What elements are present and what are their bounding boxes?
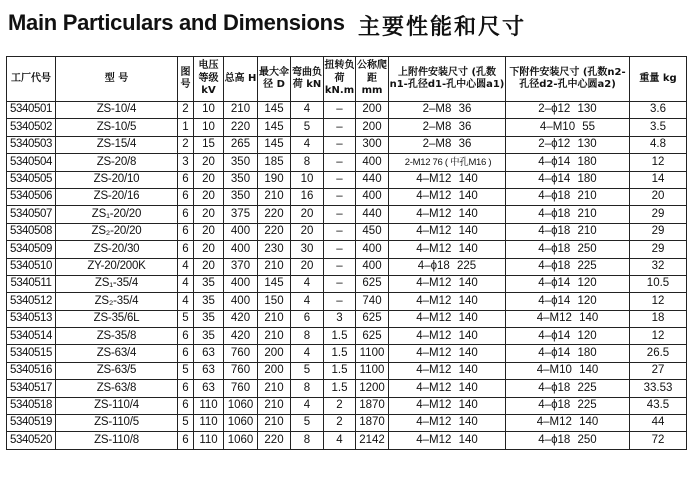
cell-upper: 4–M12 140	[389, 345, 506, 362]
table-row	[7, 171, 687, 188]
col-header-code: 工厂代号	[7, 57, 56, 102]
cell-d: 200	[258, 345, 291, 362]
cell-kv: 63	[194, 362, 224, 379]
cell-lower: 4–ϕ18 210	[506, 206, 630, 223]
cell-model: ZY-20/200K	[56, 258, 178, 275]
cell-lower: 4–ϕ14 180	[506, 171, 630, 188]
cell-upper: 4–M12 140	[389, 328, 506, 345]
cell-kv: 10	[194, 102, 224, 119]
cell-model: ZS-63/8	[56, 380, 178, 397]
cell-h: 400	[224, 223, 258, 240]
cell-fig: 6	[178, 397, 194, 414]
col-header-height: 总高 H	[224, 57, 258, 102]
cell-lower: 2–ϕ12 130	[506, 136, 630, 153]
cell-kv: 63	[194, 380, 224, 397]
cell-lower: 4–ϕ14 120	[506, 293, 630, 310]
cell-upper: 4–M12 140	[389, 275, 506, 292]
col-header-umbrella: 最大伞径 D	[258, 57, 291, 102]
cell-model: ZS-20/8	[56, 154, 178, 171]
cell-code: 5340508	[7, 223, 56, 240]
cell-d: 210	[258, 328, 291, 345]
title-english: Main Particulars and Dimensions	[8, 10, 345, 35]
table-row	[7, 293, 687, 310]
cell-model: ZS-15/4	[56, 136, 178, 153]
cell-fig: 6	[178, 328, 194, 345]
cell-bend: 4	[291, 275, 324, 292]
cell-upper: 4–M12 140	[389, 397, 506, 414]
cell-model: ZS-10/4	[56, 102, 178, 119]
cell-d: 145	[258, 136, 291, 153]
cell-bend: 5	[291, 119, 324, 136]
cell-tors: 1.5	[324, 362, 356, 379]
cell-lower: 4–ϕ18 210	[506, 223, 630, 240]
cell-h: 1060	[224, 397, 258, 414]
cell-tors: –	[324, 223, 356, 240]
cell-bend: 4	[291, 136, 324, 153]
cell-creep: 440	[356, 206, 389, 223]
cell-bend: 5	[291, 415, 324, 432]
cell-model: ZS₂-35/4	[56, 293, 178, 310]
cell-code: 5340514	[7, 328, 56, 345]
cell-kv: 20	[194, 188, 224, 205]
cell-h: 350	[224, 171, 258, 188]
cell-model: ZS₁-35/4	[56, 275, 178, 292]
cell-fig: 4	[178, 275, 194, 292]
cell-code: 5340512	[7, 293, 56, 310]
cell-kg: 10.5	[630, 275, 687, 292]
cell-creep: 1870	[356, 397, 389, 414]
cell-lower: 4–M10 55	[506, 119, 630, 136]
cell-h: 350	[224, 154, 258, 171]
cell-d: 210	[258, 258, 291, 275]
col-header-model: 型 号	[56, 57, 178, 102]
cell-model: ZS-110/8	[56, 432, 178, 449]
cell-h: 1060	[224, 432, 258, 449]
cell-kv: 20	[194, 241, 224, 258]
cell-code: 5340501	[7, 102, 56, 119]
cell-code: 5340513	[7, 310, 56, 327]
cell-lower: 4–ϕ14 120	[506, 275, 630, 292]
table-row	[7, 102, 687, 119]
cell-kv: 35	[194, 275, 224, 292]
cell-upper: 2–M8 36	[389, 119, 506, 136]
cell-creep: 300	[356, 136, 389, 153]
title-bar	[6, 6, 686, 40]
cell-h: 400	[224, 275, 258, 292]
cell-kv: 110	[194, 432, 224, 449]
cell-code: 5340510	[7, 258, 56, 275]
cell-code: 5340519	[7, 415, 56, 432]
cell-d: 150	[258, 293, 291, 310]
cell-code: 5340518	[7, 397, 56, 414]
col-header-fig: 图号	[178, 57, 194, 102]
cell-lower: 4–ϕ18 210	[506, 188, 630, 205]
table-row	[7, 397, 687, 414]
col-header-voltage: 电压等级 kV	[194, 57, 224, 102]
cell-tors: –	[324, 206, 356, 223]
cell-bend: 16	[291, 188, 324, 205]
cell-kg: 12	[630, 328, 687, 345]
cell-creep: 1100	[356, 362, 389, 379]
cell-code: 5340511	[7, 275, 56, 292]
cell-tors: –	[324, 154, 356, 171]
cell-fig: 2	[178, 136, 194, 153]
cell-creep: 400	[356, 188, 389, 205]
table-row	[7, 380, 687, 397]
cell-d: 145	[258, 102, 291, 119]
cell-d: 210	[258, 397, 291, 414]
cell-code: 5340502	[7, 119, 56, 136]
table-row	[7, 328, 687, 345]
table-row	[7, 310, 687, 327]
cell-model: ZS-110/5	[56, 415, 178, 432]
cell-model: ZS-10/5	[56, 119, 178, 136]
cell-model: ZS₁-20/20	[56, 206, 178, 223]
cell-h: 760	[224, 362, 258, 379]
cell-h: 420	[224, 310, 258, 327]
cell-lower: 4–ϕ18 250	[506, 241, 630, 258]
cell-bend: 20	[291, 258, 324, 275]
cell-lower: 4–ϕ18 250	[506, 432, 630, 449]
cell-h: 420	[224, 328, 258, 345]
cell-code: 5340506	[7, 188, 56, 205]
cell-lower: 4–ϕ18 225	[506, 397, 630, 414]
cell-code: 5340507	[7, 206, 56, 223]
cell-tors: –	[324, 136, 356, 153]
cell-tors: 4	[324, 432, 356, 449]
cell-lower: 4–M12 140	[506, 415, 630, 432]
cell-h: 1060	[224, 415, 258, 432]
cell-model: ZS-20/30	[56, 241, 178, 258]
cell-tors: –	[324, 258, 356, 275]
table-row	[7, 415, 687, 432]
table-row	[7, 345, 687, 362]
cell-model: ZS-110/4	[56, 397, 178, 414]
cell-code: 5340517	[7, 380, 56, 397]
cell-d: 185	[258, 154, 291, 171]
cell-h: 265	[224, 136, 258, 153]
cell-bend: 8	[291, 154, 324, 171]
cell-code: 5340509	[7, 241, 56, 258]
cell-tors: 3	[324, 310, 356, 327]
cell-upper: 4–M12 140	[389, 171, 506, 188]
table-body	[7, 102, 687, 450]
cell-h: 370	[224, 258, 258, 275]
cell-fig: 4	[178, 258, 194, 275]
cell-kg: 29	[630, 223, 687, 240]
cell-bend: 6	[291, 310, 324, 327]
cell-upper: 4–M12 140	[389, 188, 506, 205]
col-header-torsion: 扭转负荷 kN.m	[324, 57, 356, 102]
cell-kv: 15	[194, 136, 224, 153]
cell-model: ZS-20/10	[56, 171, 178, 188]
cell-creep: 1100	[356, 345, 389, 362]
cell-kv: 110	[194, 415, 224, 432]
cell-fig: 6	[178, 241, 194, 258]
cell-fig: 6	[178, 380, 194, 397]
cell-creep: 625	[356, 310, 389, 327]
cell-creep: 400	[356, 241, 389, 258]
cell-d: 190	[258, 171, 291, 188]
col-header-upper: 上附件安装尺寸 (孔数n1-孔径d1-孔中心圆a1)	[389, 57, 506, 102]
cell-fig: 1	[178, 119, 194, 136]
cell-d: 145	[258, 275, 291, 292]
cell-d: 220	[258, 206, 291, 223]
cell-code: 5340503	[7, 136, 56, 153]
cell-d: 200	[258, 362, 291, 379]
table-row	[7, 275, 687, 292]
cell-bend: 20	[291, 223, 324, 240]
cell-kv: 10	[194, 119, 224, 136]
cell-model: ZS₂-20/20	[56, 223, 178, 240]
cell-kg: 4.8	[630, 136, 687, 153]
cell-bend: 10	[291, 171, 324, 188]
col-header-creepage: 公称爬距 mm	[356, 57, 389, 102]
cell-h: 760	[224, 345, 258, 362]
cell-tors: 1.5	[324, 380, 356, 397]
cell-tors: 2	[324, 397, 356, 414]
cell-kg: 29	[630, 241, 687, 258]
cell-kg: 32	[630, 258, 687, 275]
cell-code: 5340505	[7, 171, 56, 188]
cell-creep: 400	[356, 154, 389, 171]
cell-kv: 20	[194, 154, 224, 171]
cell-d: 210	[258, 188, 291, 205]
cell-kg: 72	[630, 432, 687, 449]
cell-upper: 4–M12 140	[389, 310, 506, 327]
cell-creep: 1200	[356, 380, 389, 397]
cell-bend: 30	[291, 241, 324, 258]
cell-h: 220	[224, 119, 258, 136]
cell-kg: 3.6	[630, 102, 687, 119]
cell-creep: 625	[356, 328, 389, 345]
cell-lower: 4–ϕ14 120	[506, 328, 630, 345]
particulars-table	[6, 56, 687, 450]
cell-bend: 20	[291, 206, 324, 223]
cell-bend: 4	[291, 345, 324, 362]
cell-kg: 18	[630, 310, 687, 327]
cell-upper: 4–M12 140	[389, 380, 506, 397]
cell-h: 760	[224, 380, 258, 397]
cell-lower: 4–ϕ14 180	[506, 345, 630, 362]
cell-d: 220	[258, 223, 291, 240]
cell-d: 210	[258, 310, 291, 327]
table-row	[7, 119, 687, 136]
table-row	[7, 223, 687, 240]
cell-bend: 4	[291, 293, 324, 310]
cell-tors: –	[324, 241, 356, 258]
cell-upper: 4–M12 140	[389, 362, 506, 379]
cell-creep: 1870	[356, 415, 389, 432]
table-row	[7, 154, 687, 171]
cell-creep: 740	[356, 293, 389, 310]
col-header-lower: 下附件安装尺寸 (孔数n2-孔径d2-孔中心圆a2)	[506, 57, 630, 102]
col-header-bending: 弯曲负荷 kN	[291, 57, 324, 102]
cell-upper: 2–M8 36	[389, 136, 506, 153]
cell-d: 145	[258, 119, 291, 136]
cell-fig: 4	[178, 293, 194, 310]
cell-creep: 440	[356, 171, 389, 188]
cell-kv: 35	[194, 310, 224, 327]
table-header-row	[7, 57, 687, 102]
cell-bend: 5	[291, 362, 324, 379]
cell-upper: 2-M12 76 ( 中孔M16 )	[389, 154, 506, 171]
cell-bend: 8	[291, 328, 324, 345]
cell-kg: 26.5	[630, 345, 687, 362]
cell-tors: 1.5	[324, 328, 356, 345]
cell-creep: 200	[356, 119, 389, 136]
cell-tors: 2	[324, 415, 356, 432]
cell-upper: 4–M12 140	[389, 241, 506, 258]
cell-code: 5340520	[7, 432, 56, 449]
table-row	[7, 206, 687, 223]
table-row	[7, 136, 687, 153]
cell-upper: 4–M12 140	[389, 415, 506, 432]
table-row	[7, 188, 687, 205]
cell-kg: 3.5	[630, 119, 687, 136]
cell-tors: –	[324, 119, 356, 136]
cell-fig: 6	[178, 206, 194, 223]
cell-bend: 4	[291, 397, 324, 414]
cell-tors: –	[324, 275, 356, 292]
cell-model: ZS-35/8	[56, 328, 178, 345]
cell-creep: 450	[356, 223, 389, 240]
cell-tors: –	[324, 293, 356, 310]
cell-bend: 8	[291, 380, 324, 397]
cell-kv: 20	[194, 223, 224, 240]
col-header-weight: 重量 kg	[630, 57, 687, 102]
cell-upper: 2–M8 36	[389, 102, 506, 119]
cell-kg: 43.5	[630, 397, 687, 414]
cell-kg: 29	[630, 206, 687, 223]
cell-code: 5340515	[7, 345, 56, 362]
cell-lower: 4–M10 140	[506, 362, 630, 379]
cell-kg: 44	[630, 415, 687, 432]
cell-creep: 2142	[356, 432, 389, 449]
cell-kv: 35	[194, 328, 224, 345]
cell-model: ZS-35/6L	[56, 310, 178, 327]
cell-kg: 12	[630, 293, 687, 310]
cell-kv: 110	[194, 397, 224, 414]
cell-creep: 625	[356, 275, 389, 292]
cell-kv: 20	[194, 171, 224, 188]
cell-kv: 35	[194, 293, 224, 310]
cell-kg: 12	[630, 154, 687, 171]
cell-model: ZS-63/4	[56, 345, 178, 362]
cell-tors: –	[324, 171, 356, 188]
cell-creep: 200	[356, 102, 389, 119]
cell-d: 210	[258, 415, 291, 432]
cell-bend: 4	[291, 102, 324, 119]
cell-lower: 4–M12 140	[506, 310, 630, 327]
cell-kv: 63	[194, 345, 224, 362]
cell-lower: 4–ϕ18 225	[506, 380, 630, 397]
cell-lower: 2–ϕ12 130	[506, 102, 630, 119]
cell-upper: 4–M12 140	[389, 432, 506, 449]
cell-fig: 6	[178, 345, 194, 362]
cell-upper: 4–M12 140	[389, 206, 506, 223]
cell-creep: 400	[356, 258, 389, 275]
cell-upper: 4–M12 140	[389, 293, 506, 310]
cell-d: 220	[258, 432, 291, 449]
cell-fig: 6	[178, 171, 194, 188]
cell-kg: 27	[630, 362, 687, 379]
cell-fig: 6	[178, 223, 194, 240]
cell-d: 210	[258, 380, 291, 397]
cell-fig: 5	[178, 415, 194, 432]
cell-kg: 14	[630, 171, 687, 188]
table-row	[7, 241, 687, 258]
cell-tors: –	[324, 102, 356, 119]
cell-upper: 4–M12 140	[389, 223, 506, 240]
cell-fig: 3	[178, 154, 194, 171]
cell-h: 375	[224, 206, 258, 223]
cell-kg: 20	[630, 188, 687, 205]
table-row	[7, 432, 687, 449]
cell-h: 350	[224, 188, 258, 205]
cell-lower: 4–ϕ14 180	[506, 154, 630, 171]
cell-d: 230	[258, 241, 291, 258]
cell-fig: 5	[178, 362, 194, 379]
cell-kv: 20	[194, 206, 224, 223]
cell-fig: 6	[178, 188, 194, 205]
cell-code: 5340504	[7, 154, 56, 171]
cell-h: 400	[224, 293, 258, 310]
cell-h: 400	[224, 241, 258, 258]
cell-tors: 1.5	[324, 345, 356, 362]
cell-kv: 20	[194, 258, 224, 275]
cell-h: 210	[224, 102, 258, 119]
cell-code: 5340516	[7, 362, 56, 379]
cell-model: ZS-63/5	[56, 362, 178, 379]
table-row	[7, 258, 687, 275]
cell-fig: 2	[178, 102, 194, 119]
cell-model: ZS-20/16	[56, 188, 178, 205]
cell-fig: 6	[178, 432, 194, 449]
cell-fig: 5	[178, 310, 194, 327]
cell-kg: 33.53	[630, 380, 687, 397]
cell-bend: 8	[291, 432, 324, 449]
title-chinese: 主要性能和尺寸	[358, 15, 527, 40]
cell-upper: 4–ϕ18 225	[389, 258, 506, 275]
table-row	[7, 362, 687, 379]
cell-tors: –	[324, 188, 356, 205]
cell-lower: 4–ϕ18 225	[506, 258, 630, 275]
